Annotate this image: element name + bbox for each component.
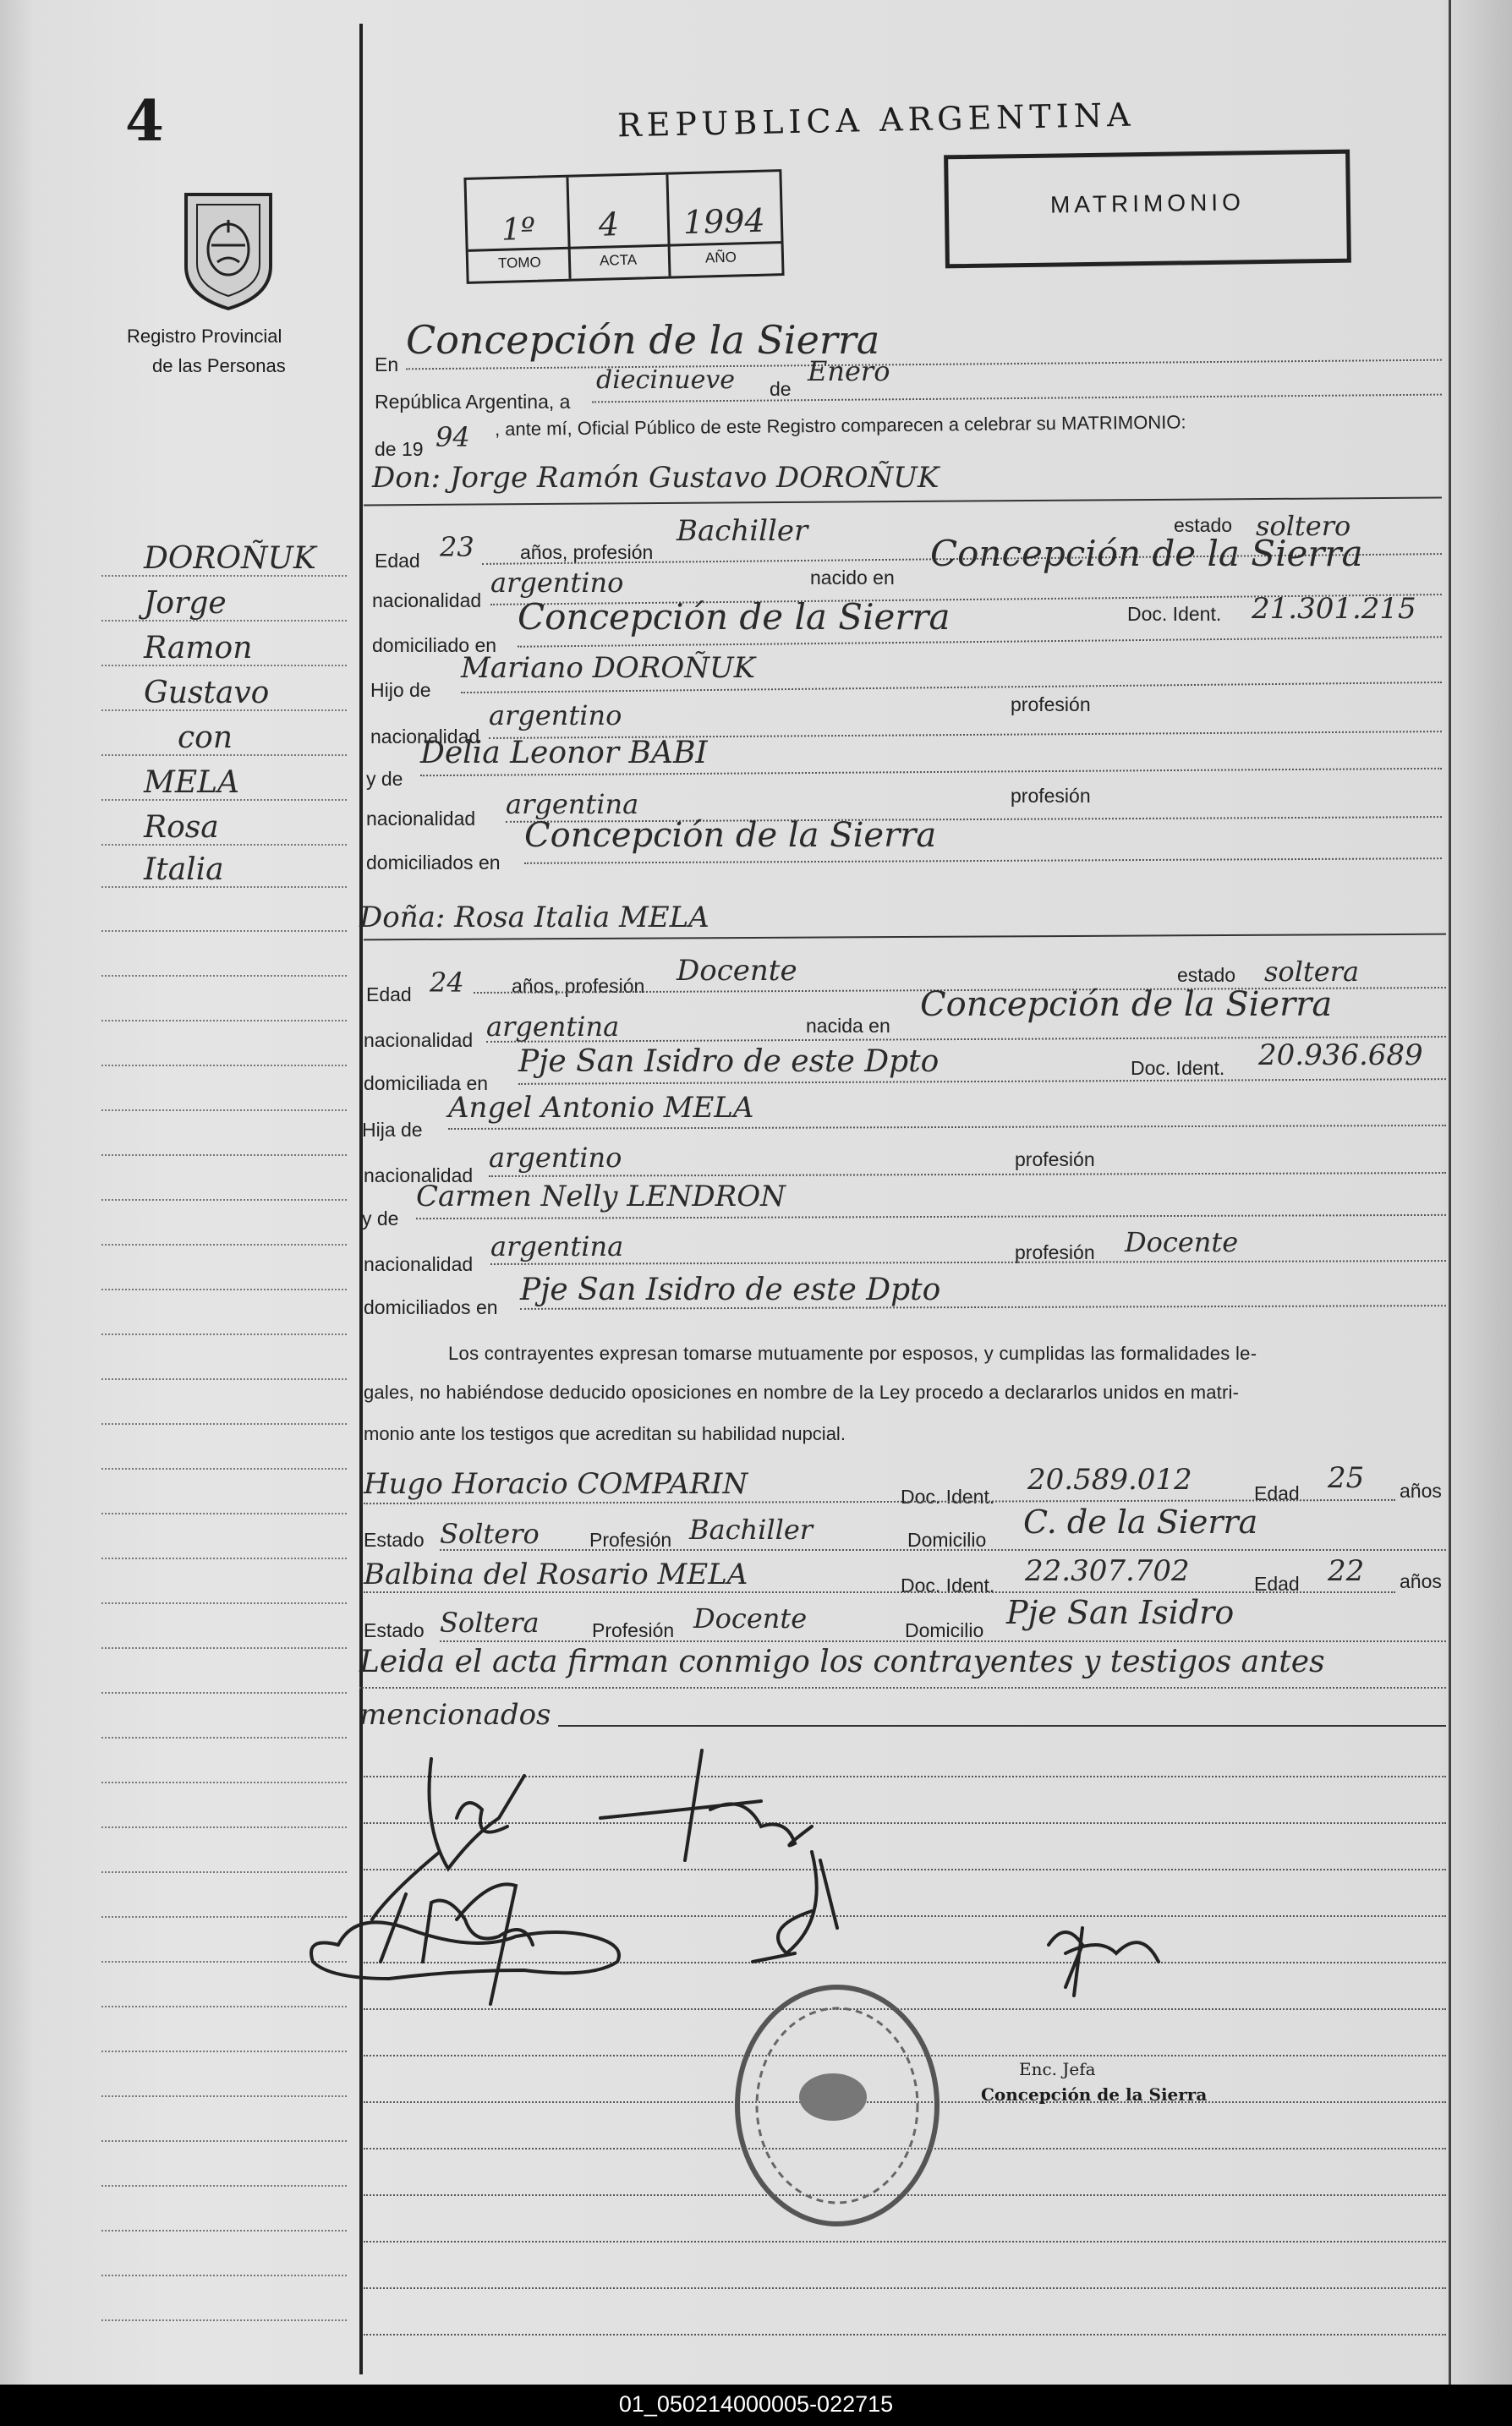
- margin-name: Italia: [144, 852, 224, 887]
- acta-value: 4: [598, 205, 620, 244]
- bride-padre-nac-label: nacionalidad: [364, 1164, 474, 1186]
- bride-madre-nac-label: nacionalidad: [364, 1253, 474, 1275]
- fill-line: [489, 1172, 1446, 1177]
- witness-1-anos-label: años: [1400, 1480, 1442, 1502]
- bride-profesion: Docente: [677, 954, 797, 988]
- groom-domicilio-label: domiciliado en: [372, 634, 497, 656]
- margin-rule: [101, 975, 347, 977]
- bride-domicilio-label: domiciliada en: [364, 1072, 489, 1094]
- witness-1-doc-label: Doc. Ident.: [901, 1486, 995, 1508]
- bride-edad: 24: [430, 967, 464, 999]
- witness-2-doc: 22.307.702: [1025, 1554, 1190, 1588]
- groom-madre-nac-label: nacionalidad: [366, 808, 476, 830]
- groom-padre: Mariano DOROÑUK: [461, 651, 756, 685]
- margin-rule: [101, 1513, 347, 1514]
- fill-line: [416, 1214, 1446, 1219]
- bride-estado: soltera: [1264, 956, 1360, 988]
- witness-2-profesion-label: Profesión: [592, 1619, 675, 1641]
- witness-1-profesion-label: Profesión: [589, 1529, 672, 1551]
- registry-name-line-2: de las Personas: [152, 355, 286, 376]
- witness-2-name: Balbina del Rosario MELA: [364, 1558, 748, 1591]
- margin-name: Ramon: [144, 631, 253, 665]
- groom-madre: Delia Leonor BABI: [420, 736, 708, 770]
- fill-line: [524, 857, 1442, 864]
- header-title: REPUBLICA ARGENTINA: [616, 96, 1136, 145]
- margin-rule: [101, 1602, 347, 1604]
- closing-line-1: Leida el acta firman conmigo los contrayentes y testigos antes: [359, 1645, 1325, 1679]
- margin-rule: [101, 844, 347, 846]
- closing-line-2: mencionados: [359, 1698, 551, 1732]
- bride-doc-label: Doc. Ident.: [1131, 1057, 1225, 1079]
- bride-madre-prof: Docente: [1125, 1226, 1239, 1258]
- witness-1-domicilio-label: Domicilio: [907, 1529, 987, 1551]
- bride-nacida-en: Concepción de la Sierra: [920, 985, 1333, 1024]
- witness-2-estado: Soltera: [440, 1607, 540, 1639]
- margin-rule: [101, 1333, 347, 1335]
- margin-rule: [101, 1647, 347, 1649]
- declaration-line: gales, no habiéndose deducido oposiciones en nombre de la Ley procedo a declararlos unidos en matri-: [364, 1382, 1240, 1403]
- bride-padre-prof-label: profesión: [1015, 1148, 1095, 1170]
- fill-line: [359, 1687, 1446, 1689]
- margin-rule: [101, 1468, 347, 1470]
- groom-edad: 23: [440, 531, 474, 563]
- groom-doc-label: Doc. Ident.: [1127, 603, 1222, 625]
- margin-rule: [101, 1423, 347, 1425]
- section-rule: [364, 497, 1442, 507]
- groom-estado: soltero: [1256, 510, 1351, 542]
- witness-2-profesion: Docente: [693, 1602, 808, 1635]
- year-prefix: de 19: [375, 438, 424, 460]
- groom-nacido-en: Concepción de la Sierra: [930, 533, 1363, 574]
- groom-padre-prof-label: profesión: [1011, 693, 1091, 715]
- margin-name: Rosa: [144, 810, 219, 845]
- margin-rule: [101, 1020, 347, 1021]
- margin-name: con: [178, 720, 233, 755]
- bride-madre-nac: argentina: [490, 1230, 624, 1262]
- fill-line: [490, 1260, 1446, 1265]
- margin-rule: [101, 930, 347, 932]
- declaration-line: monio ante los testigos que acreditan su habilidad nupcial.: [364, 1423, 846, 1444]
- page-number: 4: [125, 88, 164, 154]
- ano-value: 1994: [682, 201, 766, 242]
- fill-line: [518, 1078, 1446, 1085]
- official-place: Concepción de la Sierra: [981, 2084, 1208, 2105]
- margin-rule: [101, 1558, 347, 1559]
- witness-1-profesion: Bachiller: [689, 1514, 814, 1546]
- witness-2-anos-label: años: [1400, 1570, 1442, 1592]
- bride-profesion-label: años, profesión: [512, 975, 645, 997]
- bride-madre-prof-label: profesión: [1015, 1241, 1095, 1263]
- fill-line: [440, 1549, 1446, 1551]
- intro-day: diecinueve: [596, 365, 736, 395]
- bride-estado-label: estado: [1177, 964, 1236, 986]
- witness-1-edad: 25: [1328, 1461, 1365, 1495]
- bride-doc: 20.936.689: [1258, 1038, 1423, 1072]
- official-title: Enc. Jefa: [1019, 2059, 1096, 2079]
- margin-rule: [101, 1199, 347, 1201]
- margin-name: Gustavo: [144, 676, 270, 710]
- groom-madre-prof-label: profesión: [1011, 785, 1091, 807]
- groom-profesion: Bachiller: [677, 514, 808, 548]
- bride-edad-label: Edad: [366, 983, 412, 1005]
- ruled-line: [364, 2334, 1446, 2336]
- groom-profesion-label: años, profesión: [520, 541, 654, 563]
- groom-header: Don: Jorge Ramón Gustavo DOROÑUK: [372, 461, 940, 495]
- witness-2-estado-label: Estado: [364, 1619, 425, 1641]
- bride-padres-dom-label: domiciliados en: [364, 1296, 498, 1318]
- margin-rule: [101, 2275, 347, 2276]
- groom-nacionalidad: argentino: [490, 567, 624, 599]
- bride-padre-nac: argentino: [489, 1142, 622, 1174]
- witness-1-edad-label: Edad: [1254, 1482, 1300, 1504]
- official-stamp-icon: [727, 1979, 947, 2232]
- bride-nacionalidad: argentina: [486, 1010, 620, 1043]
- registry-box: [463, 169, 784, 284]
- fill-line: [592, 394, 1442, 403]
- fill-line: [518, 636, 1442, 647]
- groom-doc: 21.301.215: [1252, 592, 1416, 626]
- witness-2-edad-label: Edad: [1254, 1573, 1300, 1595]
- margin-rule: [101, 2230, 347, 2232]
- bride-padres-dom: Pje San Isidro de este Dpto: [520, 1273, 941, 1307]
- groom-nac-label: nacionalidad: [372, 589, 482, 611]
- intro-place: Concepción de la Sierra: [406, 317, 880, 363]
- witness-2-edad: 22: [1328, 1554, 1365, 1588]
- footer-code: 01_050214000005-022715: [618, 2391, 894, 2417]
- groom-nacido-label: nacido en: [810, 567, 895, 589]
- margin-rule: [101, 1065, 347, 1066]
- groom-padres-dom-label: domiciliados en: [366, 852, 501, 873]
- groom-domicilio: Concepción de la Sierra: [518, 596, 950, 638]
- bride-nac-label: nacionalidad: [364, 1029, 474, 1051]
- margin-rule: [101, 1109, 347, 1111]
- margin-rule: [101, 2319, 347, 2321]
- tomo-label: TOMO: [497, 254, 542, 271]
- bride-padre-label: Hija de: [362, 1119, 423, 1141]
- act-type-box: [944, 150, 1351, 269]
- bride-padre: Angel Antonio MELA: [448, 1091, 754, 1125]
- bride-madre-label: y de: [362, 1208, 399, 1229]
- margin-rule: [101, 1154, 347, 1156]
- margin-rule: [101, 1692, 347, 1694]
- margin-rule: [101, 2185, 347, 2187]
- margin-rule: [101, 1289, 347, 1290]
- witness-2-domicilio: Pje San Isidro: [1006, 1594, 1235, 1631]
- margin-rule: [101, 886, 347, 888]
- tomo-value: 1º: [501, 211, 536, 248]
- registry-name-line-1: Registro Provincial: [127, 326, 282, 347]
- witness-1-name: Hugo Horacio COMPARIN: [364, 1467, 748, 1501]
- act-type-label: MATRIMONIO: [1049, 189, 1246, 218]
- ruled-line: [364, 2287, 1446, 2289]
- fill-line: [440, 1640, 1446, 1642]
- republic-label: República Argentina, a: [375, 391, 571, 413]
- bride-domicilio: Pje San Isidro de este Dpto: [518, 1044, 940, 1079]
- margin-name: MELA: [144, 765, 240, 800]
- groom-madre-label: y de: [366, 768, 403, 790]
- witness-2-doc-label: Doc. Ident.: [901, 1574, 995, 1596]
- groom-padre-nac: argentino: [489, 699, 622, 731]
- witness-1-domicilio: C. de la Sierra: [1023, 1503, 1258, 1541]
- witness-1-doc: 20.589.012: [1027, 1463, 1192, 1497]
- en-label: En: [375, 353, 399, 375]
- groom-padre-label: Hijo de: [370, 679, 431, 701]
- fill-line: [364, 1591, 1395, 1593]
- margin-rule: [101, 1378, 347, 1380]
- page-right-edge: [1449, 0, 1451, 2385]
- declaration-line: Los contrayentes expresan tomarse mutuamente por esposos, y cumplidas las formalidades le-: [448, 1343, 1257, 1364]
- ruled-line: [364, 2241, 1446, 2243]
- bride-header: Doña: Rosa Italia MELA: [359, 901, 709, 934]
- ano-label: AÑO: [704, 249, 737, 266]
- bride-madre: Carmen Nelly LENDRON: [416, 1180, 786, 1213]
- witness-2-domicilio-label: Domicilio: [905, 1619, 984, 1641]
- intro-text: , ante mí, Oficial Público de este Registro comparecen a celebrar su MATRIMONIO:: [494, 411, 1186, 440]
- witness-1-estado: Soltero: [440, 1518, 540, 1550]
- witness-1-estado-label: Estado: [364, 1529, 425, 1551]
- year-suffix: 94: [436, 421, 470, 453]
- groom-edad-label: Edad: [375, 550, 420, 572]
- margin-name: Jorge: [144, 586, 227, 621]
- de-label: de: [770, 378, 792, 400]
- province-seal-icon: [173, 186, 283, 313]
- intro-month: Enero: [808, 355, 890, 387]
- fill-line: [448, 1125, 1446, 1130]
- margin-rule: [101, 1244, 347, 1246]
- groom-padres-dom: Concepción de la Sierra: [524, 816, 937, 855]
- margin-name: DOROÑUK: [144, 541, 316, 576]
- groom-madre-nac: argentina: [506, 788, 639, 820]
- acta-label: ACTA: [599, 251, 638, 269]
- groom-padre-nac-label: nacionalidad: [370, 726, 480, 748]
- bride-nacida-label: nacida en: [806, 1015, 890, 1037]
- groom-estado-label: estado: [1174, 514, 1233, 536]
